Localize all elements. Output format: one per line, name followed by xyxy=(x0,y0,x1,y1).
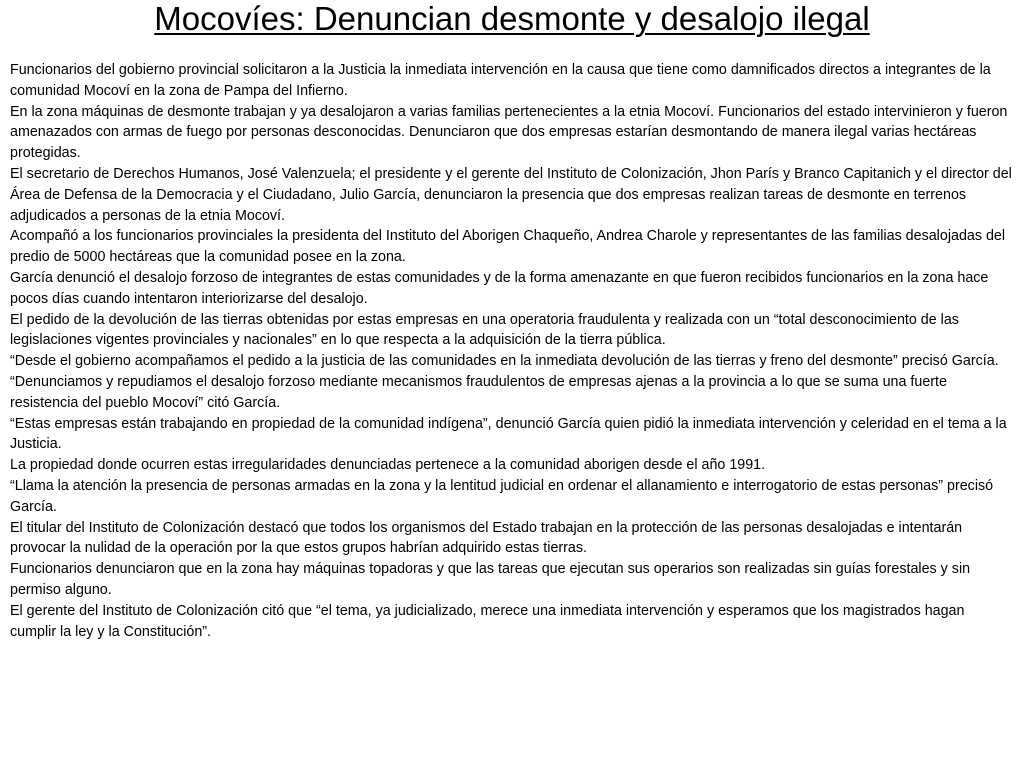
body-paragraph: El secretario de Derechos Humanos, José Valenzuela; el presidente y el gerente del Instituto de Colonización, Jhon París y Branco Capitanich y el director del Área de Defensa de la Democracia y el Ciudadano, Julio García, denunciaron la presencia que dos empresas realizan tareas de desmonte en terrenos adjudicados a personas de la etnia Mocoví. xyxy=(10,165,1012,224)
body-paragraph: “Llama la atención la presencia de personas armadas en la zona y la lentitud judicial en ordenar el allanamiento e interrogatorio de estas personas” precisó García. xyxy=(10,477,994,515)
body-paragraph: La propiedad donde ocurren estas irregularidades denunciadas pertenece a la comunidad aborigen desde el año 1991. xyxy=(10,457,766,474)
slide-title: Mocovíes: Denuncian desmonte y desalojo ilegal xyxy=(154,0,870,37)
slide-body xyxy=(10,60,1014,642)
body-paragraph: El titular del Instituto de Colonización destacó que todos los organismos del Estado trabajan en la protección de las personas desalojadas e intentarán provocar la nulidad de la operación por la que estos grupos habrían adquirido estas tierras. xyxy=(10,519,963,557)
body-paragraph: Funcionarios denunciaron que en la zona hay máquinas topadoras y que las tareas que ejecutan sus operarios son realizadas sin guías forestales y sin permiso alguno. xyxy=(10,561,971,598)
body-paragraph: El gerente del Instituto de Colonización citó que “el tema, ya judicializado, merece una inmediata intervención y esperamos que los magistrados hagan cumplir la ley y la Constitución”. xyxy=(10,602,965,640)
body-paragraph: Acompañó a los funcionarios provinciales la presidenta del Instituto del Aborigen Chaqueño, Andrea Charole y representantes de las familias desalojadas del predio de 5000 hectáreas que la comunidad posee en la zona. xyxy=(10,228,1006,266)
body-paragraph: “Denunciamos y repudiamos el desalojo forzoso mediante mecanismos fraudulentos de empresas ajenas a la provincia a lo que se suma una fuerte resistencia del pueblo Mocoví” citó García. xyxy=(10,373,947,411)
body-paragraph: “Estas empresas están trabajando en propiedad de la comunidad indígena”, denunció García quien pidió la inmediata intervención y celeridad en el tema a la Justicia. xyxy=(10,415,1007,453)
body-paragraph: El pedido de la devolución de las tierras obtenidas por estas empresas en una operatoria fraudulenta y realizada con un “total desconocimiento de las legislaciones vigentes provinciales y nacionales” en lo que respecta a la adquisición de la tierra pública. xyxy=(10,311,959,349)
body-paragraph: En la zona máquinas de desmonte trabajan y ya desalojaron a varias familias pertenecientes a la etnia Mocoví. Funcionarios del estado intervinieron y fueron amenazados con armas de fuego por personas desconocidas. Denunciaron que dos empresas estarían desmontando de manera ilegal varias hectáreas protegidas. xyxy=(10,103,1008,162)
body-paragraph: “Desde el gobierno acompañamos el pedido a la justicia de las comunidades en la inmediata devolución de las tierras y freno del desmonte” precisó García. xyxy=(10,353,999,370)
body-paragraph: García denunció el desalojo forzoso de integrantes de estas comunidades y de la forma amenazante en que fueron recibidos funcionarios en la zona hace pocos días cuando intentaron interiorizarse del desalojo. xyxy=(10,269,989,307)
body-paragraph: Funcionarios del gobierno provincial solicitaron a la Justicia la inmediata intervención en la causa que tiene como damnificados directos a integrantes de la comunidad Mocoví en la zona de Pampa del Infierno. xyxy=(10,62,991,99)
